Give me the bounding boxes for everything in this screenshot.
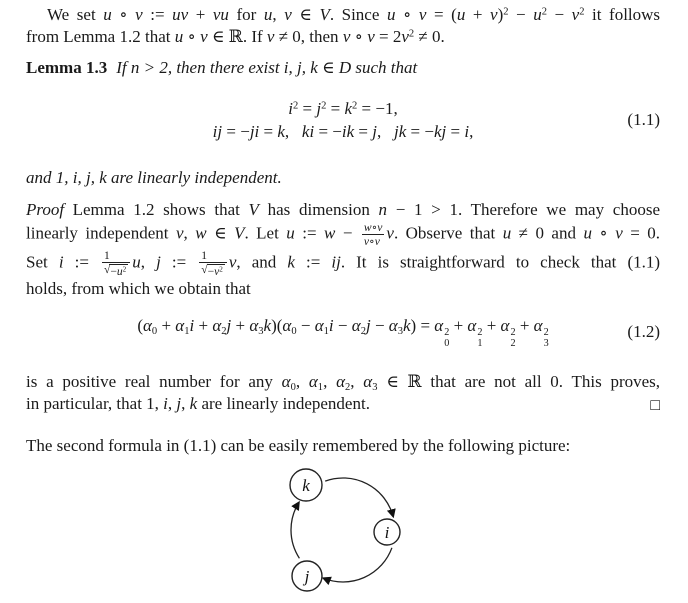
- equation-1-1-line-1: $i^2 = j^2 = k^2 = -1$,: [288, 99, 398, 118]
- conclusion-text: in particular, that 1, i, j, k are linearly independent.: [26, 393, 370, 413]
- equation-1-2-line: (α0 + α1i + α2j + α3k)(α0 − α1i − α2j − α3k) = α 2 0 + α 2 1 + α 2 2 + α 2 3: [137, 316, 549, 349]
- equation-tag-1-1: (1.1): [627, 110, 660, 129]
- lemma-label: Lemma 1.3: [26, 58, 108, 77]
- lemma-statement: If n > 2, then there exist i, j, k ∈ D such that: [116, 58, 418, 77]
- ijk-cycle-svg: [248, 458, 468, 603]
- arrow-j-to-k: [291, 502, 299, 558]
- conclusion-line-2: [26, 393, 660, 415]
- qed-symbol: □: [650, 396, 660, 414]
- arrow-k-to-i: [325, 478, 393, 517]
- proof-line-4: holds, from which we obtain that: [26, 279, 251, 299]
- lemma-heading: [26, 57, 660, 79]
- paragraph-conclusion: [26, 371, 660, 415]
- figure-ijk-cycle: [248, 458, 468, 603]
- proof-line-3: Set i := 1 √ $-u^2$ u, j := 1 √ $-v^2$ v, and k := ij. It is straightforward to check that (1.1): [26, 248, 661, 278]
- node-label-j: j: [304, 566, 310, 586]
- conclusion-line-1: is a positive real number for any α0, α1, α2, α3 ∈ ℝ that are not all 0. This proves,: [26, 371, 661, 393]
- node-label-k: k: [302, 475, 310, 495]
- equation-1-2: [26, 314, 660, 349]
- equation-1-1: [26, 97, 660, 143]
- paragraph-intro: [26, 4, 660, 48]
- equation-1-1-line-2: ij = −ji = k, ki = −ik = j, jk = −kj = i,: [212, 122, 474, 141]
- arrow-i-to-j: [324, 548, 392, 582]
- intro-line-1: We set u ∘ v := uv + vu for u, v ∈ V. Since u ∘ $v = (u + v)^2 - u^2 - v^2$ it follows: [47, 5, 661, 24]
- picture-intro-line: The second formula in (1.1) can be easily remembered by the following picture:: [26, 435, 571, 455]
- proof-line-2: linearly independent v, w ∈ V. Let u := w − $\frac{w\circ v}{v\circ v}$ v. Observe that u ≠ 0 and u ∘ v = 0.: [26, 221, 661, 249]
- node-label-i: i: [384, 522, 390, 542]
- equation-tag-1-2: (1.2): [627, 321, 660, 341]
- intro-line-2: from Lemma 1.2 that u ∘ v ∈ ℝ. If v ≠ 0, then v ∘ $v = 2v^2 \ne 0$.: [26, 27, 445, 46]
- lemma-continuation: and 1, i, j, k are linearly independent.: [26, 168, 282, 187]
- paragraph-proof: [26, 199, 660, 300]
- proof-line-1: Proof Lemma 1.2 shows that V has dimension n − 1 > 1. Therefore we may choose: [26, 200, 660, 219]
